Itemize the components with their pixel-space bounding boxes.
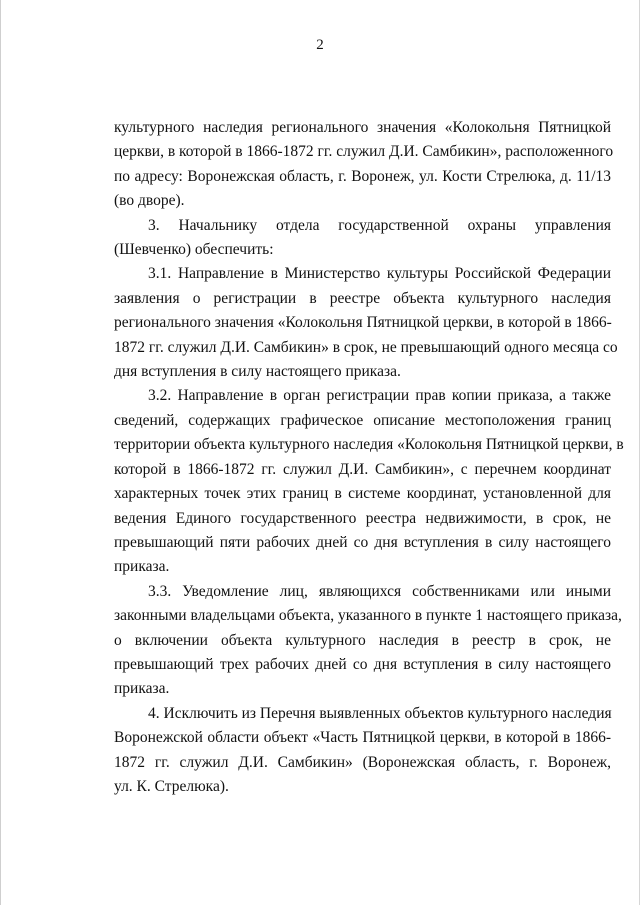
text-line: (Шевченко) обеспечить: bbox=[114, 241, 274, 259]
text-line: (во дворе). bbox=[114, 192, 185, 210]
paragraph-continuation bbox=[114, 116, 614, 214]
text-line: Воронежской области объект «Часть Пятницкой церкви, в которой в 1866- bbox=[114, 729, 611, 747]
text-line: приказа. bbox=[114, 558, 170, 576]
text-line: ул. К. Стрелюка). bbox=[114, 777, 229, 795]
text-line: 3.2. Направление в орган регистрации прав копии приказа, а также bbox=[148, 387, 611, 405]
paragraph-item-3-3 bbox=[114, 580, 622, 702]
text-line: 1872 гг. служил Д.И. Самбикин» (Воронежская область, г. Воронеж, bbox=[114, 753, 611, 771]
document-body bbox=[114, 116, 624, 799]
paragraph-item-4 bbox=[114, 702, 611, 800]
text-line: территории объекта культурного наследия «Колокольня Пятницкой церкви, в bbox=[114, 436, 624, 454]
text-line: 1872 гг. служил Д.И. Самбикин» в срок, не превышающий одного месяца со bbox=[114, 338, 618, 356]
text-line: превышающий пяти рабочих дней со дня вступления в силу настоящего bbox=[114, 533, 611, 551]
text-line: ведения Единого государственного реестра недвижимости, в срок, не bbox=[114, 509, 611, 527]
text-line: приказа. bbox=[114, 680, 170, 698]
text-line: сведений, содержащих графическое описание местоположения границ bbox=[114, 411, 611, 429]
text-line: 3. Начальнику отдела государственной охраны управления bbox=[148, 216, 611, 234]
page-number: 2 bbox=[316, 37, 324, 53]
text-line: церкви, в которой в 1866-1872 гг. служил Д.И. Самбикин», расположенного bbox=[114, 143, 614, 161]
text-line: законными владельцами объекта, указанного в пункте 1 настоящего приказа, bbox=[114, 607, 622, 625]
paragraph-item-3-1 bbox=[114, 262, 618, 384]
text-line: заявления о регистрации в реестре объекта культурного наследия bbox=[114, 289, 611, 307]
text-line: по адресу: Воронежская область, г. Воронеж, ул. Кости Стрелюка, д. 11/13 bbox=[114, 167, 611, 185]
text-line: 3.3. Уведомление лиц, являющихся собственниками или иными bbox=[148, 582, 611, 600]
text-line: регионального значения «Колокольня Пятницкой церкви, в которой в 1866- bbox=[114, 314, 612, 332]
text-line: превышающий трех рабочих дней со дня вступления в силу настоящего bbox=[114, 655, 611, 673]
text-line: о включении объекта культурного наследия в реестр в срок, не bbox=[114, 631, 611, 649]
text-line: культурного наследия регионального значения «Колокольня Пятницкой bbox=[114, 119, 611, 136]
paragraph-item-3-2 bbox=[114, 384, 624, 579]
paragraph-item-3 bbox=[114, 214, 611, 263]
text-line: которой в 1866-1872 гг. служил Д.И. Самбикин», с перечнем координат bbox=[114, 460, 611, 478]
text-line: характерных точек этих границ в системе координат, установленной для bbox=[114, 485, 611, 503]
text-line: 4. Исключить из Перечня выявленных объектов культурного наследия bbox=[148, 704, 612, 722]
text-line: дня вступления в силу настоящего приказа. bbox=[114, 363, 401, 381]
text-line: 3.1. Направление в Министерство культуры Российской Федерации bbox=[148, 265, 611, 283]
